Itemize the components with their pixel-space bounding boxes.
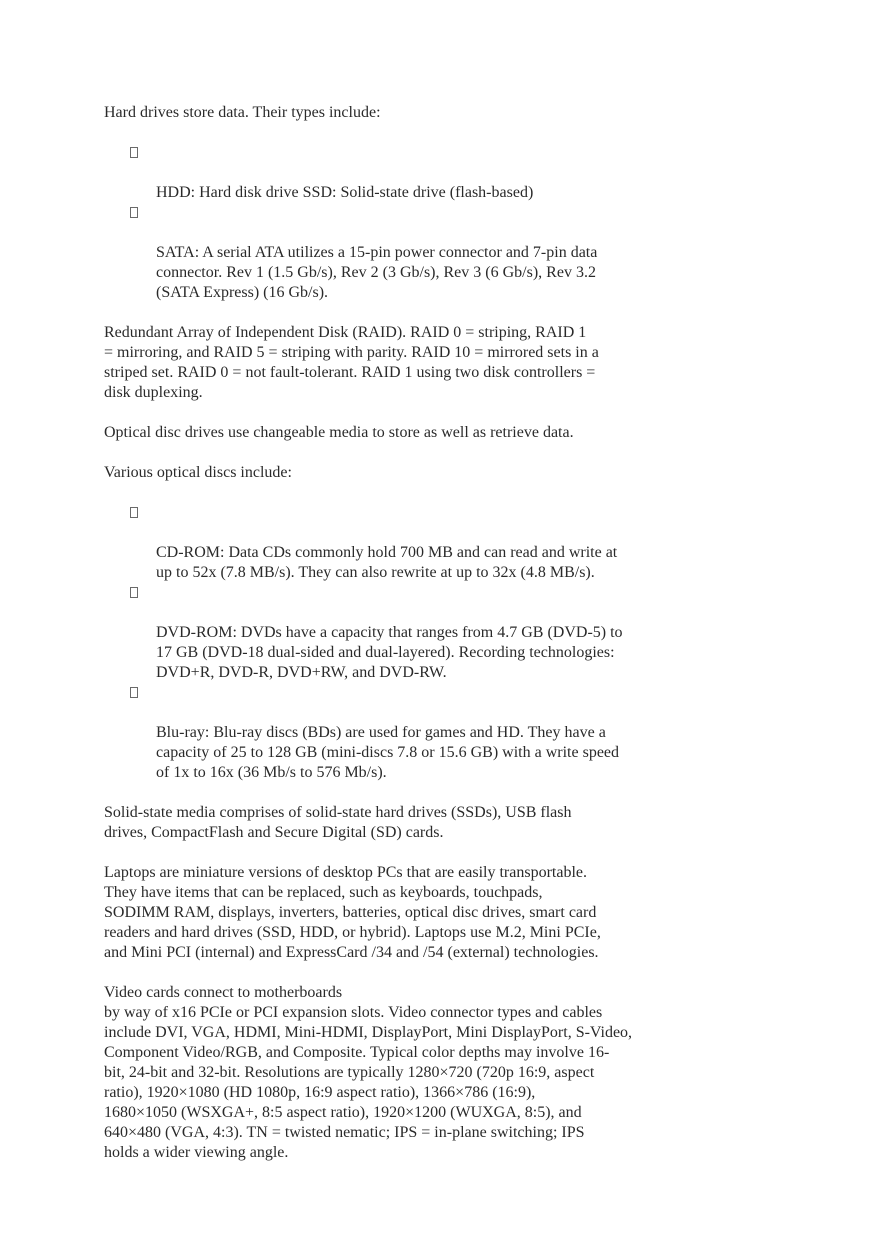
list-item-text: Blu-ray: Blu-ray discs (BDs) are used for games and HD. They have a capacity of 25 to 128 GB (mini-discs 7.8 or 15.6 GB) with a write speed of 1x to 16x (36 Mb/s to 576 Mb/s). <box>156 724 620 781</box>
list-item <box>104 203 684 303</box>
list-item-text: HDD: Hard disk drive SSD: Solid-state drive (flash-based) <box>156 184 534 201</box>
paragraph-hard-drives-intro: Hard drives store data. Their types include: <box>104 104 381 121</box>
hard-drive-types-list <box>104 143 684 303</box>
list-item-text: SATA: A serial ATA utilizes a 15-pin power connector and 7-pin data connector. Rev 1 (1.5 Gb/s), Rev 2 (3 Gb/s), Rev 3 (6 Gb/s), Rev 3.2 (SATA Express) (16 Gb/s). <box>156 244 598 301</box>
list-item-text: DVD-ROM: DVDs have a capacity that ranges from 4.7 GB (DVD-5) to 17 GB (DVD-18 dual-sided and dual-layered). Recording technologies: DVD+R, DVD-R, DVD+RW, and DVD-RW. <box>156 624 623 681</box>
square-bullet-icon <box>130 587 138 598</box>
list-item <box>104 143 684 203</box>
paragraph-optical-discs-intro: Various optical discs include: <box>104 464 292 481</box>
square-bullet-icon <box>130 507 138 518</box>
document-body <box>104 103 684 1183</box>
square-bullet-icon <box>130 207 138 218</box>
paragraph-video-cards: Video cards connect to motherboards by way of x16 PCIe or PCI expansion slots. Video connector types and cables include DVI, VGA, HDMI, Mini-HDMI, DisplayPort, Mini DisplayPort, S-Video, Component Video/RGB, and Composite. Typical color depths may involve 16- bit, 24-bit and 32-bit. Resolutions are typically 1280×720 (720p 16:9, aspect ratio), 1920×1080 (HD 1080p, 16:9 aspect ratio), 1366×786 (16:9), 1680×1050 (WSXGA+, 8:5 aspect ratio), 1920×1200 (WUXGA, 8:5), and 640×480 (VGA, 4:3). TN = twisted nematic; IPS = in-plane switching; IPS holds a wider viewing angle. <box>104 984 633 1161</box>
paragraph-raid: Redundant Array of Independent Disk (RAID). RAID 0 = striping, RAID 1 = mirroring, and RAID 5 = striping with parity. RAID 10 = mirrored sets in a striped set. RAID 0 = not fault-tolerant. RAID 1 using two disk controllers = disk duplexing. <box>104 324 599 401</box>
list-item <box>104 683 684 783</box>
paragraph-optical-drives: Optical disc drives use changeable media to store as well as retrieve data. <box>104 424 574 441</box>
list-item <box>104 583 684 683</box>
list-item <box>104 503 684 583</box>
square-bullet-icon <box>130 147 138 158</box>
paragraph-solid-state-media: Solid-state media comprises of solid-state hard drives (SSDs), USB flash drives, CompactFlash and Secure Digital (SD) cards. <box>104 804 572 841</box>
list-item-text: CD-ROM: Data CDs commonly hold 700 MB and can read and write at up to 52x (7.8 MB/s). They can also rewrite at up to 32x (4.8 MB/s). <box>156 544 618 581</box>
square-bullet-icon <box>130 687 138 698</box>
paragraph-laptops: Laptops are miniature versions of desktop PCs that are easily transportable. They have items that can be replaced, such as keyboards, touchpads, SODIMM RAM, displays, inverters, batteries, optical disc drives, smart card readers and hard drives (SSD, HDD, or hybrid). Laptops use M.2, Mini PCIe, and Mini PCI (internal) and ExpressCard /34 and /54 (external) technologies. <box>104 864 601 961</box>
optical-disc-types-list <box>104 503 684 783</box>
